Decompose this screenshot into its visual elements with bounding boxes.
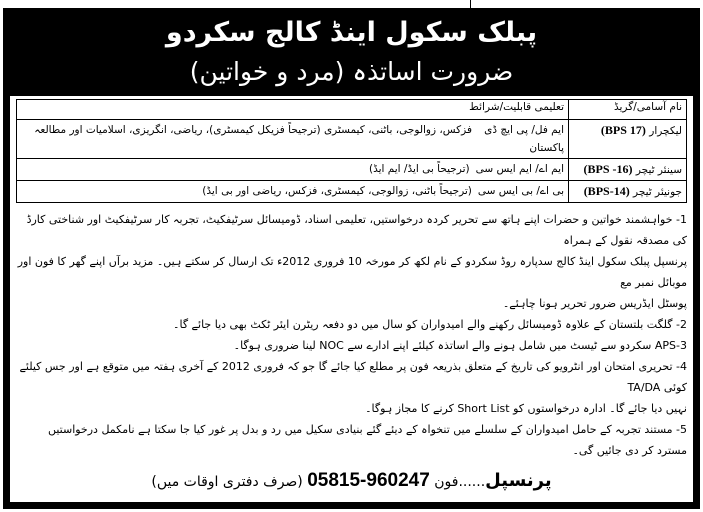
table-row bbox=[17, 159, 687, 181]
table-row bbox=[17, 181, 687, 203]
office-hours: (صرف دفتری اوقات میں) bbox=[151, 474, 303, 490]
term-line: پرنسپل پبلک سکول اینڈ کالج سدپارہ روڈ سکردو کے نام لکھ کر مورخہ 10 فروری 2012ء تک ارسال کر سکتے ہیں۔ مزید برآں اپنے گھر کا فون اور موبائل نمبر مع bbox=[17, 255, 687, 289]
ad-header bbox=[10, 8, 693, 96]
terms-list bbox=[16, 209, 687, 461]
term-line: 4- تحریری امتحان اور انٹرویو کی تاریخ کے متعلق بذریعہ فون پر مطلع کیا جائے گا جو کہ فروری 2012 کے آخری ہفتہ میں متوقع ہے اور جس کیلئے کوئی TA/DA bbox=[19, 360, 687, 394]
institution-title: پبلک سکول اینڈ کالج سکردو bbox=[165, 17, 538, 48]
grade: (BPS-14) bbox=[583, 184, 630, 198]
subjects: (ترجیحاً بی ایڈ/ ایم ایڈ) bbox=[368, 163, 470, 175]
table-row bbox=[17, 120, 687, 159]
phone-label: ......فون bbox=[434, 474, 486, 490]
advertisement-frame bbox=[3, 8, 700, 509]
ad-body bbox=[10, 96, 693, 502]
divider bbox=[470, 0, 471, 8]
grade: (BPS -16) bbox=[583, 162, 633, 176]
degree: ایم اے/ ایم ایس سی bbox=[475, 163, 564, 175]
post-cell bbox=[569, 159, 687, 181]
column-header-post: نام آسامی/گریڈ bbox=[569, 100, 687, 120]
post-name: جونیئر ٹیچر bbox=[633, 186, 682, 198]
term-line: APS-3 سکردو سے ٹیسٹ میں شامل ہونے والے اساتذہ کیلئے اپنے ادارے سے NOC لینا ضروری ہوگا۔ bbox=[233, 339, 687, 352]
term-line: نہیں دیا جائے گا۔ ادارہ درخواستوں کو Short List کرنے کا مجاز ہوگا۔ bbox=[365, 402, 687, 415]
qualification-cell bbox=[17, 159, 569, 181]
column-header-qualification: تعلیمی قابلیت/شرائط bbox=[17, 100, 569, 120]
contact-footer bbox=[16, 467, 687, 496]
post-name: لیکچرار bbox=[649, 125, 682, 137]
subjects: فزکس، زوالوجی، باٹنی، کیمسٹری (ترجیحاً فزیکل کیمسٹری)، ریاضی، انگریزی، اسلامیات اور مطالعہ پاکستان bbox=[34, 124, 564, 154]
post-cell bbox=[569, 120, 687, 159]
ad-subtitle: ضرورت اساتذہ (مرد و خواتین) bbox=[189, 57, 514, 86]
term-line: 2- گلگت بلتستان کے علاوہ ڈومیسائل رکھنے والے امیدواران کو سال میں دو دفعہ ریٹرن ایئر ٹکٹ بھی دیا جائے گا۔ bbox=[173, 318, 687, 331]
subjects: (ترجیحاً باٹنی، زوالوجی، کیمسٹری، فزکس، ریاضی اور بی ایڈ) bbox=[202, 185, 472, 197]
post-name: سینئر ٹیچر bbox=[635, 164, 682, 176]
principal-label: پرنسپل bbox=[485, 470, 552, 491]
table-header bbox=[17, 100, 687, 120]
degree: بی اے/ بی ایس سی bbox=[477, 185, 564, 197]
phone-number: 05815-960247 bbox=[307, 470, 430, 491]
grade: (BPS 17) bbox=[600, 123, 646, 137]
term-line: پوسٹل ایڈریس ضرور تحریر ہونا چاہئے۔ bbox=[502, 297, 687, 310]
term-line: 1- خواہشمند خواتین و حضرات اپنے ہاتھ سے تحریر کردہ درخواستیں، تعلیمی اسناد، ڈومیسائل سرٹیفکیٹ، تجربہ کار سرٹیفکیٹ اور شناختی کارڈ کی مصدقہ نقول کے ہمراہ bbox=[26, 213, 687, 247]
positions-table bbox=[16, 99, 687, 203]
degree: ایم فل/ پی ایچ ڈی bbox=[484, 124, 564, 136]
term-line: 5- مستند تجربہ کے حامل امیدواران کے سلسلے میں تنخواہ کے دیئے گئے بنیادی سکیل میں رد و بدل پر غور کیا جا سکتا ہے نامکمل درخواستیں مسترد کر دی جائیں گی۔ bbox=[47, 423, 687, 457]
qualification-cell bbox=[17, 120, 569, 159]
post-cell bbox=[569, 181, 687, 203]
qualification-cell bbox=[17, 181, 569, 203]
